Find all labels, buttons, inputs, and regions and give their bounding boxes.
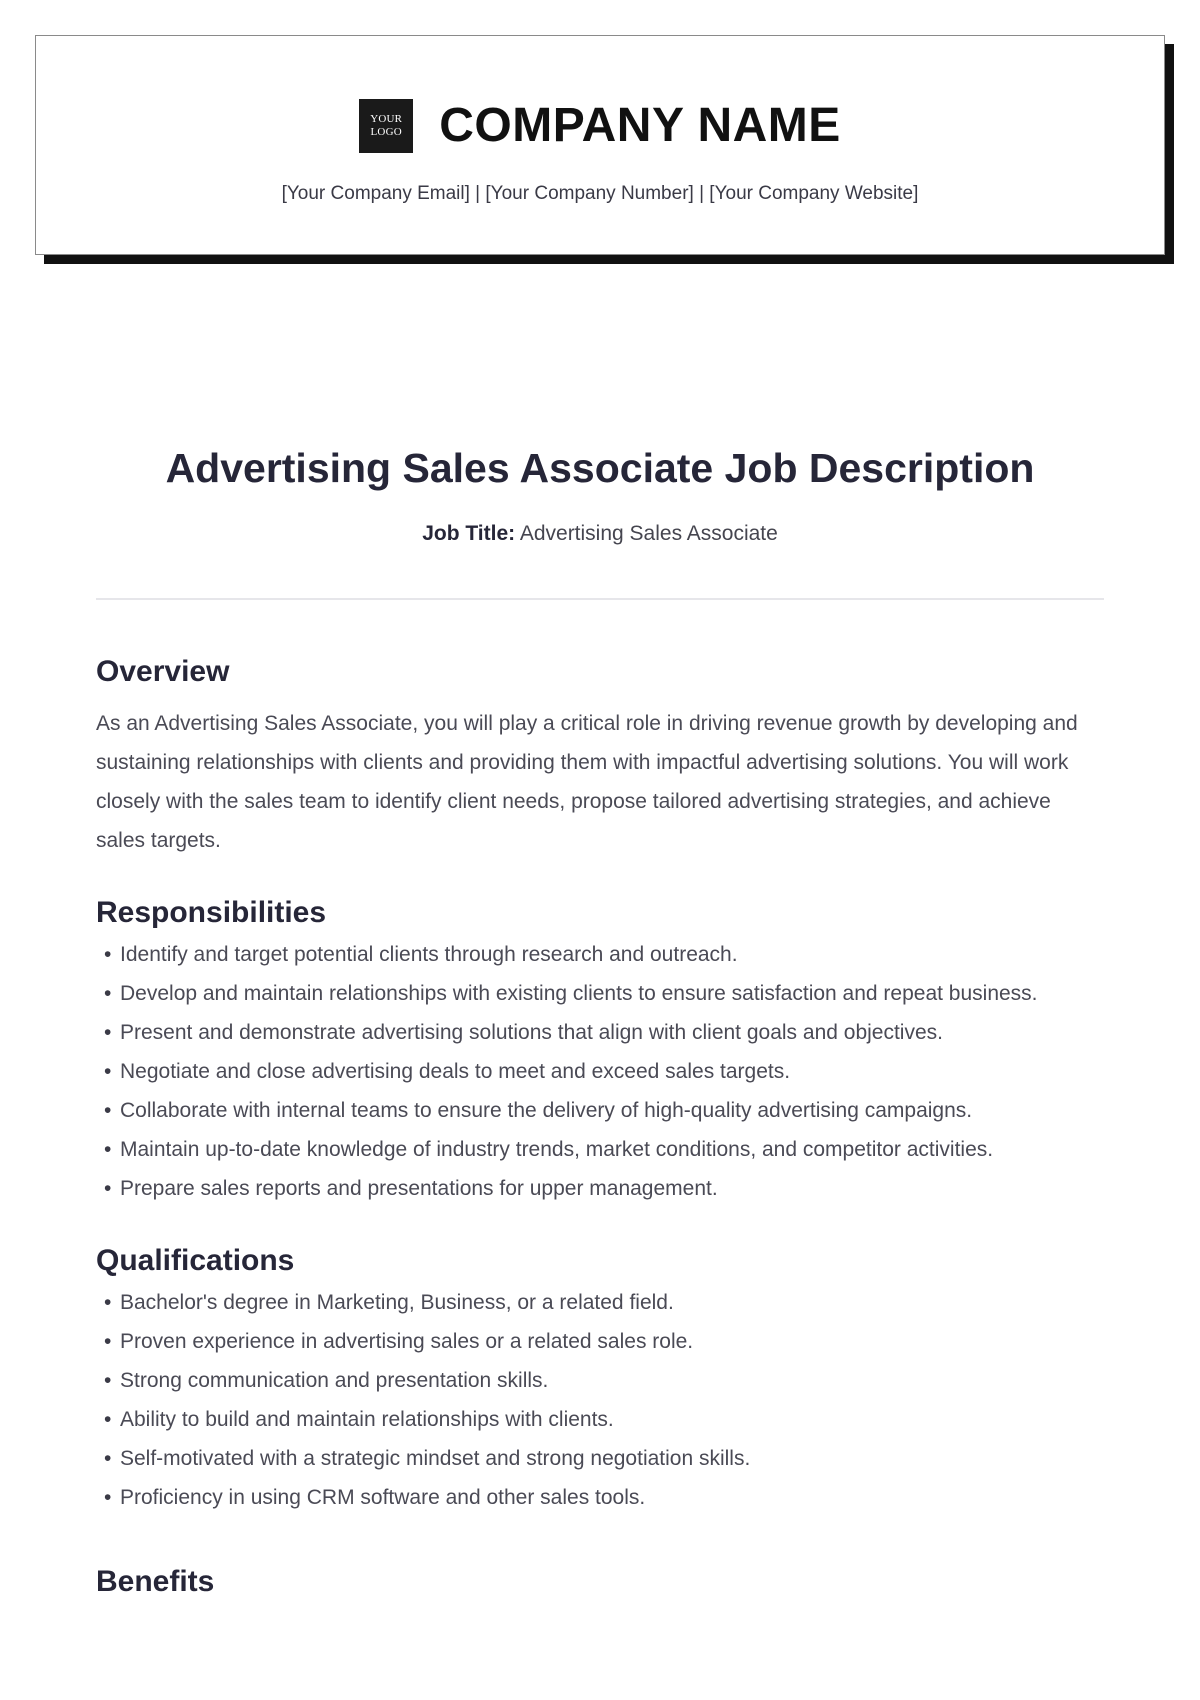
list-item: • Ability to build and maintain relationships with clients. <box>96 1400 1104 1439</box>
qualifications-list <box>96 1283 1104 1517</box>
company-contact-line: [Your Company Email] | [Your Company Number] | [Your Company Website] <box>281 183 919 204</box>
company-header-card <box>35 35 1165 255</box>
qualifications-heading: Qualifications <box>96 1244 295 1277</box>
overview-section <box>96 650 1104 860</box>
list-item: • Self-motivated with a strategic mindset and strong negotiation skills. <box>96 1439 1104 1478</box>
list-item: • Develop and maintain relationships with existing clients to ensure satisfaction and repeat business. <box>96 974 1104 1013</box>
list-item: • Negotiate and close advertising deals to meet and exceed sales targets. <box>96 1052 1104 1091</box>
job-title-value: Advertising Sales Associate <box>519 522 778 545</box>
list-item: • Prepare sales reports and presentations for upper management. <box>96 1169 1104 1208</box>
document-body <box>96 650 1104 1604</box>
brand-row <box>36 98 1164 153</box>
job-title-label: Job Title: <box>422 522 516 545</box>
document-title: Advertising Sales Associate Job Description <box>165 445 1035 491</box>
section-divider <box>96 598 1104 600</box>
list-item: • Present and demonstrate advertising solutions that align with client goals and objectives. <box>96 1013 1104 1052</box>
overview-heading: Overview <box>96 655 230 688</box>
responsibilities-list <box>96 935 1104 1208</box>
list-item: • Strong communication and presentation skills. <box>96 1361 1104 1400</box>
list-item: • Maintain up-to-date knowledge of industry trends, market conditions, and competitor activities. <box>96 1130 1104 1169</box>
job-title-line <box>0 522 1200 546</box>
qualifications-section <box>96 1239 1104 1517</box>
logo-text-line2: LOGO <box>370 125 402 138</box>
list-item: • Bachelor's degree in Marketing, Business, or a related field. <box>96 1283 1104 1322</box>
overview-paragraph: As an Advertising Sales Associate, you will play a critical role in driving revenue growth by developing and sustaining relationships with clients and providing them with impactful advertising solutions. You will work closely with the sales team to identify client needs, propose tailored advertising strategies, and achieve sales targets. <box>96 712 1078 852</box>
company-name: COMPANY NAME <box>439 99 841 152</box>
list-item: • Proficiency in using CRM software and other sales tools. <box>96 1478 1104 1517</box>
responsibilities-heading: Responsibilities <box>96 896 327 929</box>
list-item: • Proven experience in advertising sales or a related sales role. <box>96 1322 1104 1361</box>
list-item: • Identify and target potential clients through research and outreach. <box>96 935 1104 974</box>
benefits-section <box>96 1560 1104 1604</box>
responsibilities-section <box>96 891 1104 1208</box>
benefits-heading: Benefits <box>96 1565 215 1598</box>
logo-text-line1: YOUR <box>370 112 403 125</box>
list-item: • Collaborate with internal teams to ensure the delivery of high-quality advertising campaigns. <box>96 1091 1104 1130</box>
company-logo <box>359 99 413 153</box>
